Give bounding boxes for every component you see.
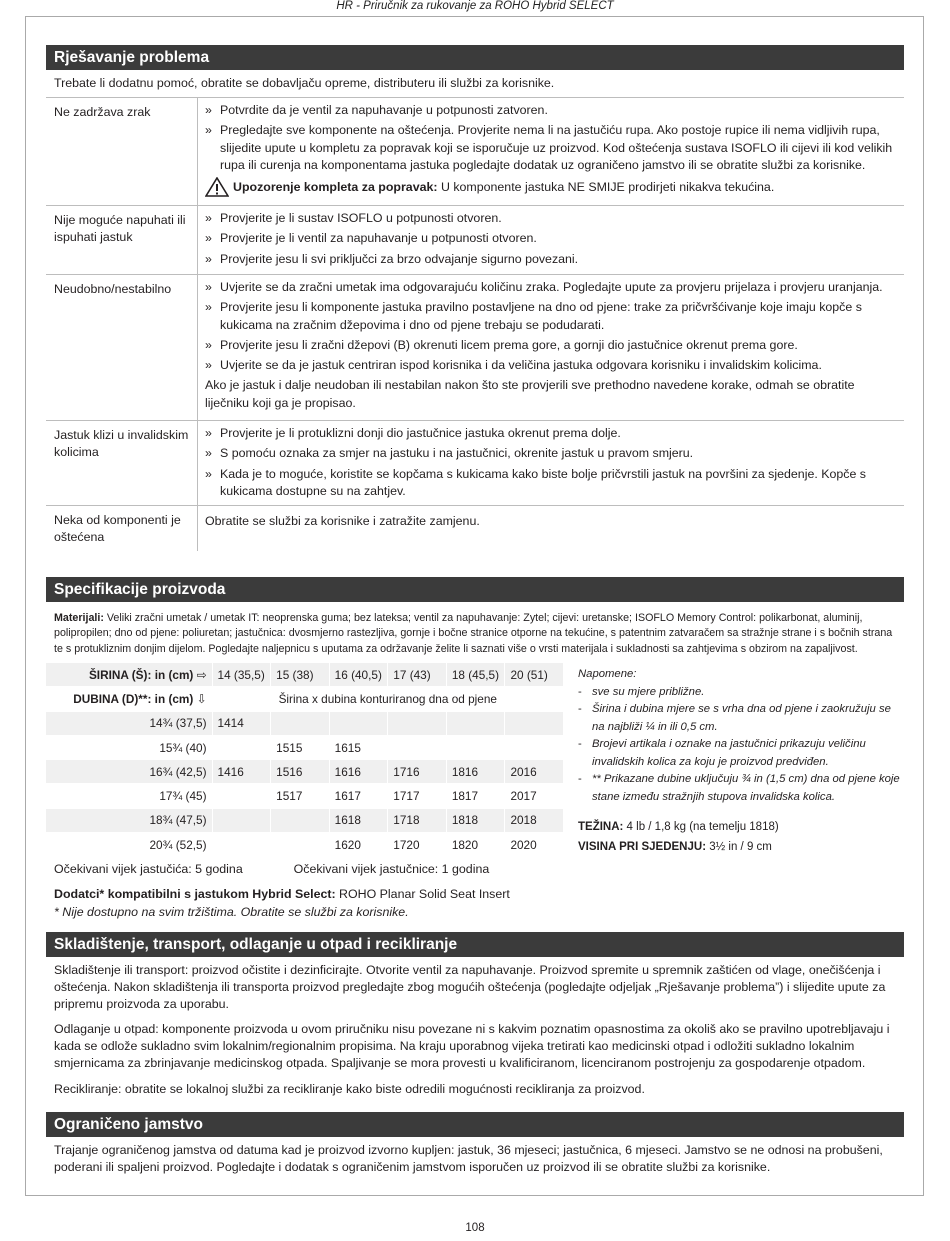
warranty-paragraph: Trajanje ograničenog jamstva od datuma kad je proizvod izvorno kupljen: jastuk, 36 mjeseci; jastučnica, 6 mjeseci. Jamstvo se ne odnosi na probušeni, poderani ili spaljeni proizvod. Pogledajte i dodatak s ograničenim jamstvom isporučen uz proizvod ili se obratite službi za korisnike. [54,1143,883,1175]
model-cell: 1620 [329,833,388,857]
document-header: HR - Priručnik za rukovanje za ROHO Hybrid SELECT [336,0,614,12]
warning-triangle-icon [205,177,229,197]
depth-value: 16¾ (42,5) [46,760,212,784]
model-cell: 1816 [446,760,505,784]
solution-item: » Kada je to moguće, koristite se kopčama s kukicama kako biste bolje pričvrstili jastuk na površini za sjedenje. Kopče s kukicama dostupne su na zahtjev. [205,466,866,498]
solution-item: » Provjerite je li sustav ISOFLO u potpunosti otvoren. [205,211,502,225]
troubleshooting-row [46,506,904,551]
solution-cell [198,98,904,205]
depth-value: 17¾ (45) [46,784,212,808]
weight-line: TEŽINA: 4 lb / 1,8 kg (na temelju 1818) [578,821,779,833]
solution-cell [198,421,904,505]
model-cell: 1616 [329,760,388,784]
lifetime-cover: Očekivani vijek jastučnice: 1 godina [293,862,490,876]
model-cell [271,808,330,832]
model-cell [271,833,330,857]
troubleshooting-table [46,97,904,551]
solution-item: » Provjerite je li ventil za napuhavanje u potpunosti otvoren. [205,231,537,246]
problem-label: Jastuk klizi u invalidskim kolicima [46,421,198,505]
troubleshooting-row [46,421,904,506]
model-cell: 2017 [505,784,564,808]
table-row [46,833,564,857]
model-cell: 1817 [446,784,505,808]
note-item: - Širina i dubina mjere se s vrha dna od pjene i zaokružuju se na najbliži ¼ in ili 0,5 cm. [578,703,891,733]
problem-label: Nije moguće napuhati ili ispuhati jastuk [46,206,198,274]
model-cell [329,711,388,735]
depth-label: DUBINA (D)**: in (cm) ⇩ [46,687,212,711]
problem-label: Neudobno/nestabilno [46,275,198,420]
model-cell: 1416 [212,760,271,784]
troubleshooting-heading: Rješavanje problema [46,45,904,70]
model-cell: 1718 [388,808,447,832]
solution-cell [198,206,904,274]
solution-paragraph: Ako je jastuk i dalje neudoban ili nestabilan nakon što ste provjerili sve prethodno navedene korake, odmah se obratite liječniku koji ga je propisao. [205,378,855,410]
model-cell [212,808,271,832]
solution-cell [198,275,904,420]
model-cell: 1716 [388,760,447,784]
model-cell [505,735,564,759]
accessories: Dodatci* kompatibilni s jastukom Hybrid Select: ROHO Planar Solid Seat Insert * Nije dostupno na svim tržištima. Obratite se službi za korisnike. [54,886,510,921]
solution-item: » Pregledajte sve komponente na oštećenja. Provjerite nema li na jastučiću rupa. Ako postoje rupice ili nema vidljivih rupa, slijedite upute u kompletu za popravak koji se isporučuje uz proizvod. Kod oštećenja sustava ISOFLO ili cijevi ili kod velikih rupa ili curenja na komponentama jastuka pogledajte dodatak uz ograničeno jamstvo ili se obratite službi za korisnike. [205,123,893,172]
recycling-paragraph: Recikliranje: obratite se lokalnoj službi za recikliranje kako biste odredili mogućnosti recikliranja za proizvod. [54,1082,645,1096]
model-cell [388,735,447,759]
model-cell: 1717 [388,784,447,808]
table-row [46,784,564,808]
table-row [46,808,564,832]
arrow-down-icon: ⇩ [196,691,207,706]
solution-item: » Uvjerite se da je jastuk centriran ispod korisnika i da veličina jastuka odgovara korisniku i invalidskim kolicima. [205,358,822,373]
troubleshooting-row [46,275,904,421]
depth-header-row [46,687,564,711]
troubleshooting-row [46,206,904,275]
model-cell: 1820 [446,833,505,857]
model-cell: 1516 [271,760,330,784]
table-caption: Širina x dubina konturiranog dna od pjene [212,687,563,711]
solution-item: » Provjerite je li protuklizni donji dio jastučnice jastuka okrenut prema dolje. [205,426,621,440]
width-label: ŠIRINA (Š): in (cm) ⇨ [46,663,212,687]
model-cell [446,735,505,759]
model-cell: 1618 [329,808,388,832]
width-col-header: 20 (51) [505,663,564,687]
model-cell: 2018 [505,808,564,832]
warranty-heading: Ograničeno jamstvo [46,1112,904,1137]
spec-notes [578,666,904,857]
accessories-note: * Nije dostupno na svim tržištima. Obratite se službi za korisnike. [54,904,409,919]
model-cell: 1617 [329,784,388,808]
note-item: - ** Prikazane dubine uključuju ¾ in (1,5 cm) dna od pjene koje stane između stražnjih stupova invalidska kolica. [578,773,900,803]
width-col-header: 16 (40,5) [329,663,388,687]
solution-item: » Provjerite jesu li zračni džepovi (B) okrenuti licem prema gore, a gornji dio jastučnice okrenut prema gore. [205,337,798,352]
model-cell: 1517 [271,784,330,808]
table-row [46,760,564,784]
storage-paragraph: Skladištenje ili transport: proizvod očistite i dezinficirajte. Otvorite ventil za napuhavanje. Proizvod spremite u spremnik zaštićen od vlage, onečišćenja i oštećenja. Nakon skladištenja ili transporta proizvod pregledajte zbog mogućih oštećenja (pogledajte odjeljak „Rješavanje problema”) i slijedite upute za pripremu proizvoda za uporabu. [54,963,886,1012]
depth-value: 14¾ (37,5) [46,711,212,735]
width-col-header: 18 (45,5) [446,663,505,687]
depth-value: 18¾ (47,5) [46,808,212,832]
problem-label: Ne zadržava zrak [46,98,198,205]
model-cell [271,711,330,735]
disposal-paragraph: Odlaganje u otpad: komponente proizvoda u ovom priručniku nisu povezane ni s kakvim poznatim opasnostima za okoliš ako se pravilno upotrebljavaju i kada se odlože sukladno svim lokalnim/regionalnim propisima. Na kraju uporabnog vijeka tretirati kao medicinski otpad i odložiti sukladno lokalnim smjernicama za zbrinjavanje medicinskog otpada. Spaljivanje se mora provesti u kvalificiranom, licenciranom postrojenju za gospodarenje otpadom. [54,1022,890,1071]
model-cell: 2016 [505,760,564,784]
solution-item: » Provjerite jesu li komponente jastuka pravilno postavljene na dno od pjene: trake za pričvršćivanje koje imaju kopče s kukicama na zračnim džepovima i dno od pjene trebaju se podudarati. [205,300,862,332]
model-cell [212,784,271,808]
note-item: - Brojevi artikala i oznake na jastučnici prikazuju veličinu invalidskih kolica za koju je proizvod predviđen. [578,738,866,768]
model-cell [446,711,505,735]
storage-heading: Skladištenje, transport, odlaganje u otpad i recikliranje [46,932,904,957]
seat-height-line: VISINA PRI SJEDENJU: 3½ in / 9 cm [578,841,772,853]
repair-kit-warning: Upozorenje kompleta za popravak: U komponente jastuka NE SMIJE prodirjeti nikakva tekućina. [205,177,900,197]
width-col-header: 14 (35,5) [212,663,271,687]
table-row [46,735,564,759]
solution-cell [198,506,904,551]
problem-label: Neka od komponenti je oštećena [46,506,198,551]
note-item: - sve su mjere približne. [578,685,705,698]
materials-text: Materijali: Veliki zračni umetak / umetak IT: neoprenska guma; bez lateksa; ventil za napuhavanje: Zytel; cijevi: uretanske; ISOFLO Memory Control: polikarbonat, aluminij, polipropilen; dno od pjene: poliuretan; jastučnica: dvosmjerno rastezljiva, gornje i bočne stranice otporne na tekućine, s patentnim zatvaračem sa stražnje strane i s bočnih strana te s protukliznim donjim dijelom. Pogledajte naljepnicu s uputama za održavanje želite li saznati više o vrsti materijala i sukladnosti sa zahtjevima s obzirom na zapaljivost. [54,612,893,655]
depth-value: 15¾ (40) [46,735,212,759]
model-cell [505,711,564,735]
size-table [46,663,564,857]
solution-item: » Provjerite jesu li svi priključci za brzo odvajanje sigurno povezani. [205,251,579,266]
table-row [46,711,564,735]
model-cell: 2020 [505,833,564,857]
depth-value: 20¾ (52,5) [46,833,212,857]
page-number: 108 [465,1222,485,1234]
width-col-header: 17 (43) [388,663,447,687]
notes-title: Napomene: [578,668,637,680]
model-cell [212,735,271,759]
solution-paragraph: Obratite se službi za korisnike i zatražite zamjenu. [205,514,480,528]
width-col-header: 15 (38) [271,663,330,687]
model-cell: 1414 [212,711,271,735]
troubleshooting-intro: Trebate li dodatnu pomoć, obratite se dobavljaču opreme, distributeru ili službi za korisnike. [54,76,555,90]
lifetime-cushion: Očekivani vijek jastučića: 5 godina [54,862,243,876]
model-cell [388,711,447,735]
solution-item: » Potvrdite da je ventil za napuhavanje u potpunosti zatvoren. [205,103,548,117]
model-cell: 1515 [271,735,330,759]
solution-item: » S pomoću oznaka za smjer na jastuku i na jastučnici, okrenite jastuk u pravom smjeru. [205,446,694,461]
troubleshooting-row [46,98,904,206]
expected-lifetime [54,862,489,876]
model-cell: 1615 [329,735,388,759]
model-cell [212,833,271,857]
arrow-right-icon: ⇨ [196,667,207,682]
solution-item: » Uvjerite se da zračni umetak ima odgovarajuću količinu zraka. Pogledajte upute za provjeru prijelaza i provjeru uranjanja. [205,280,883,294]
model-cell: 1720 [388,833,447,857]
model-cell: 1818 [446,808,505,832]
width-header-row [46,663,564,687]
specifications-heading: Specifikacije proizvoda [46,577,904,602]
